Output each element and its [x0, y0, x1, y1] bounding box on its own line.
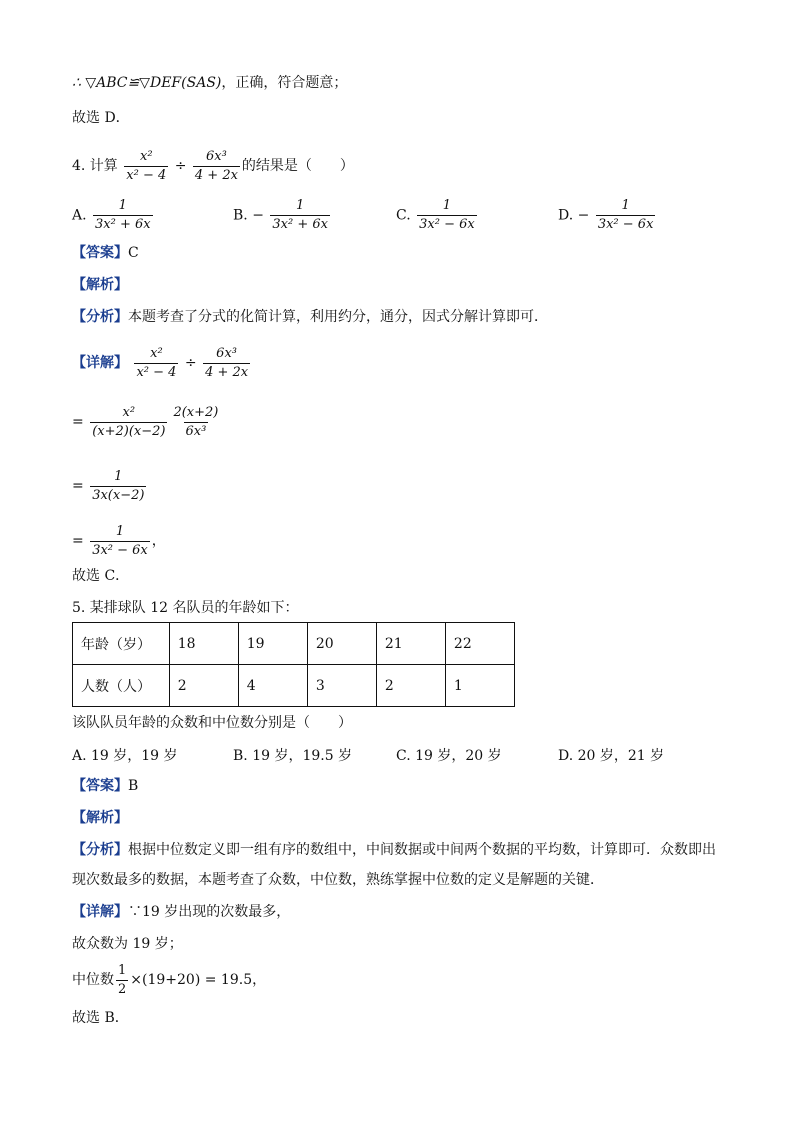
q4-analysis-tag [72, 275, 128, 295]
q4-step1 [72, 402, 222, 442]
q4-option-d [558, 198, 657, 233]
table-cell: 21 [376, 623, 445, 665]
age-table [72, 622, 515, 707]
equals-sign: = [72, 478, 84, 494]
half-den: 2 [118, 981, 127, 997]
q4-option-b [233, 198, 332, 233]
detail-frac2 [203, 346, 250, 381]
table-cell: 4 [238, 665, 307, 707]
q4-step2 [72, 466, 148, 506]
option-num: 1 [118, 198, 127, 213]
table-cell: 1 [445, 665, 514, 707]
q4-option-c [396, 198, 479, 233]
q5-option-c: C. 19 岁，20 岁 [396, 748, 502, 764]
q4-frac1 [124, 149, 168, 184]
table-cell: 2 [376, 665, 445, 707]
step2-frac [90, 469, 146, 504]
q4-frac1-den: x² − 4 [126, 167, 167, 183]
half-num: 1 [118, 962, 127, 978]
half-frac [116, 963, 128, 998]
q5-analysis-tag [72, 808, 128, 828]
q5-option-b: B. 19 岁，19.5 岁 [233, 748, 353, 764]
answer-tag: 【答案】 [72, 778, 128, 794]
step2-num: 1 [114, 468, 123, 484]
table-cell: 20 [307, 623, 376, 665]
step1-den: (x+2)(x−2) [92, 423, 166, 439]
table-cell: 19 [238, 623, 307, 665]
q4-step3 [72, 521, 166, 561]
step2-den: 3x(x−2) [92, 487, 145, 503]
q4-fenxi [72, 307, 548, 327]
q4-tail: 的结果是（ ） [241, 158, 354, 174]
step3-tail: ， [151, 533, 166, 549]
fenxi-text: 根据中位数定义即一组有序的数组中，中间数据或中间两个数据的平均数，计算即可．众数即出 [128, 842, 716, 858]
step1b-den: 6x³ [185, 423, 207, 439]
equals-sign: = [72, 533, 84, 549]
divide-sign: ÷ [184, 355, 197, 371]
detail-frac1-num: x² [150, 345, 163, 361]
answer-value: B [128, 778, 139, 794]
q5-detail2: 故众数为 19 岁； [72, 936, 183, 952]
q5-option-a: A. 19 岁，19 岁 [72, 748, 178, 764]
option-den: 3x² + 6x [95, 217, 151, 232]
q5-option-d: D. 20 岁，21 岁 [558, 748, 665, 764]
fenxi-tag: 【分析】 [72, 309, 128, 325]
option-den: 3x² − 6x [597, 217, 654, 232]
option-sign: − [252, 207, 264, 224]
detail-tag: 【详解】 [72, 904, 128, 920]
q5-question: 该队队员年龄的众数和中位数分别是（ ） [72, 715, 352, 731]
median-expr: ×(19+20) = 19.5， [130, 972, 267, 988]
option-frac [270, 198, 330, 233]
step1b-frac [171, 405, 220, 440]
option-label: A. [72, 207, 87, 224]
option-frac [93, 198, 153, 233]
q5-detail1 [72, 902, 290, 922]
option-den: 3x² − 6x [419, 217, 475, 232]
divide-sign: ÷ [174, 158, 187, 174]
option-num: 1 [442, 198, 452, 213]
q5-title: 5. 某排球队 12 名队员的年龄如下： [72, 600, 299, 616]
table-header-age: 年龄（岁） [73, 623, 170, 665]
option-frac [417, 198, 477, 233]
q5-fenxi-line2: 现次数最多的数据，本题考查了众数，中位数，熟练掌握中位数的定义是解题的关键． [72, 872, 604, 888]
conclusion-line [72, 73, 347, 93]
q5-choose: 故选 B． [72, 1010, 129, 1026]
fenxi-text: 本题考查了分式的化简计算，利用约分，通分，因式分解计算即可． [128, 309, 548, 325]
q4-stem [72, 146, 354, 186]
q4-frac2 [193, 149, 240, 184]
analysis-tag: 【解析】 [72, 810, 128, 826]
answer-value: C [128, 245, 139, 261]
option-label: C. [396, 207, 411, 224]
congruence-statement: ∴ ▽ABC≌▽DEF(SAS) [72, 75, 222, 91]
option-label: D. [558, 207, 574, 224]
q4-frac1-num: x² [139, 148, 153, 164]
option-frac [596, 198, 656, 233]
option-num: 1 [621, 198, 630, 213]
detail-frac2-num: 6x³ [216, 345, 237, 361]
table-cell: 18 [169, 623, 238, 665]
detail-frac2-den: 4 + 2x [205, 364, 249, 380]
detail-frac1 [134, 346, 178, 381]
step3-frac [90, 524, 150, 559]
q4-answer [72, 243, 139, 263]
step3-den: 3x² − 6x [92, 542, 148, 558]
median-prefix: 中位数 [72, 972, 114, 988]
option-label: B. [233, 207, 248, 224]
step1b-num: 2(x+2) [173, 404, 219, 420]
q4-number: 4. 计算 [72, 158, 118, 174]
q5-median-line [72, 960, 266, 1000]
q4-option-a [72, 198, 155, 233]
answer-tag: 【答案】 [72, 245, 128, 261]
option-den: 3x² + 6x [272, 217, 328, 232]
analysis-tag: 【解析】 [72, 277, 128, 293]
table-cell: 2 [169, 665, 238, 707]
q4-detail-line [72, 343, 252, 383]
table-cell: 22 [445, 623, 514, 665]
table-row [73, 665, 515, 707]
step1-num: x² [122, 404, 136, 420]
q4-frac2-num: 6x³ [205, 148, 227, 164]
q5-answer [72, 776, 138, 796]
step3-num: 1 [115, 523, 125, 539]
detail-frac1-den: x² − 4 [136, 364, 177, 380]
table-header-count: 人数（人） [73, 665, 170, 707]
option-num: 1 [296, 198, 305, 213]
choose-d: 故选 D． [72, 110, 130, 126]
fenxi-tag: 【分析】 [72, 842, 128, 858]
table-row [73, 623, 515, 665]
conclusion-text: ，正确，符合题意； [221, 75, 348, 91]
q4-choose: 故选 C． [72, 568, 130, 584]
equals-sign: = [72, 414, 84, 430]
detail-text: ∵19 岁出现的次数最多， [128, 904, 291, 920]
table-cell: 3 [307, 665, 376, 707]
step1-frac [90, 405, 167, 440]
q5-fenxi-line1 [72, 840, 716, 860]
detail-tag: 【详解】 [72, 355, 128, 371]
option-sign: − [577, 207, 590, 224]
q4-frac2-den: 4 + 2x [194, 167, 238, 183]
